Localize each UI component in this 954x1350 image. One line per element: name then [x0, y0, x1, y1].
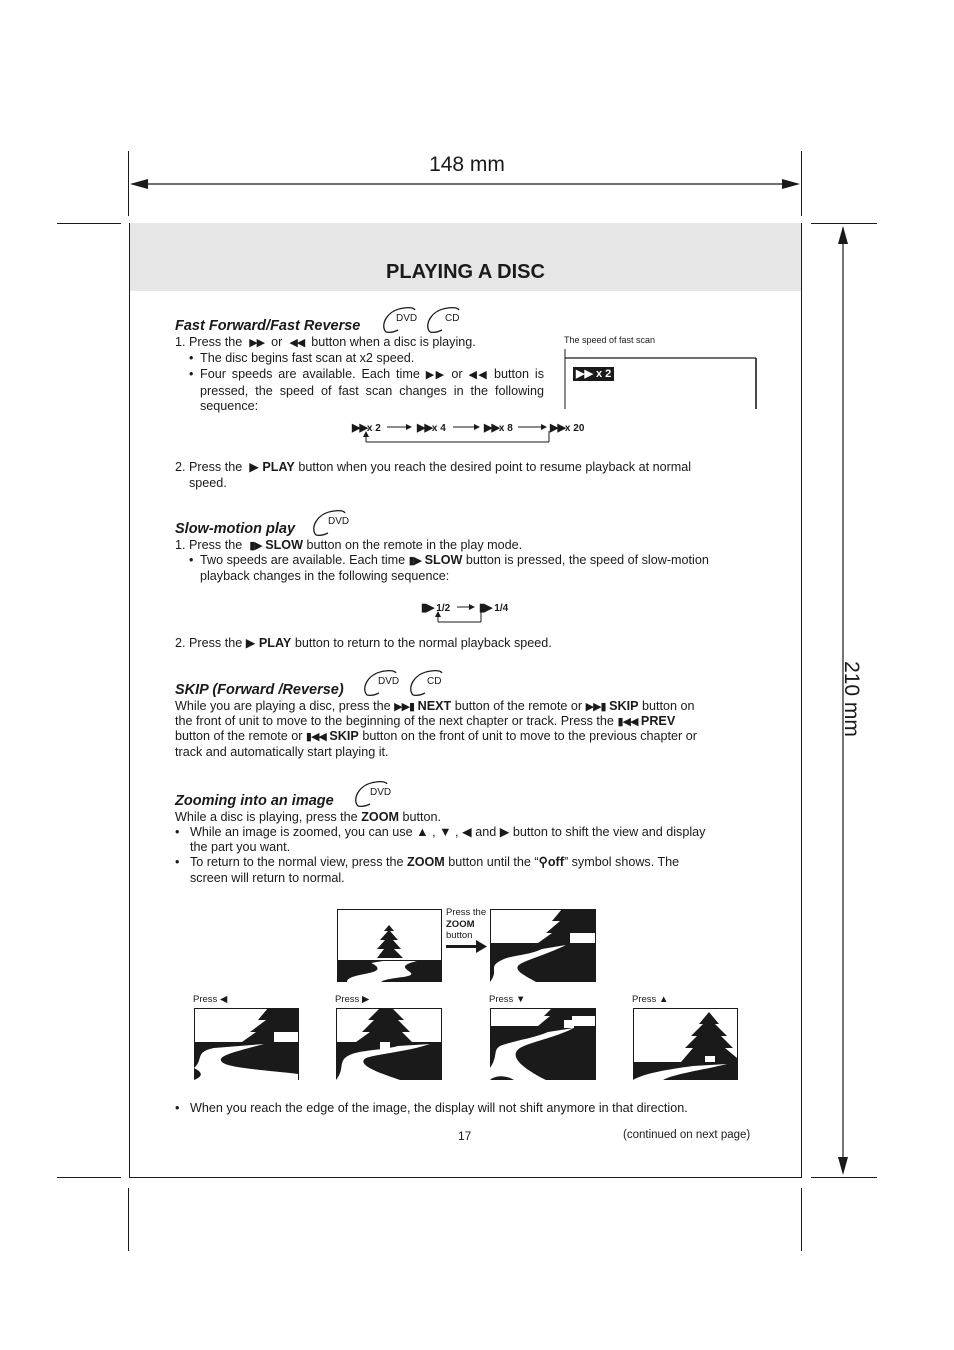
dvd-disc-icon: DVD [380, 306, 420, 334]
bullet: • [175, 825, 180, 839]
prev-icon: ▮◀◀ [305, 731, 326, 743]
ff-step-2: 2. Press the ▶ PLAY button when you reach the desired point to resume playback at normal [175, 460, 692, 474]
ff-step-1: 1. Press the ▶▶ or ◀◀ button when a disc is playing. [175, 335, 476, 349]
illustration-shift-right [336, 1008, 442, 1080]
illustration-shift-up [633, 1008, 738, 1080]
section-title-slow-motion: Slow-motion play [175, 521, 296, 537]
illustration-zoomed-view [490, 909, 596, 982]
prev-icon: ▮◀◀ [617, 716, 638, 728]
ff-step-2-cont: speed. [189, 476, 227, 490]
dvd-disc-icon: DVD [310, 509, 350, 537]
zoom-intro: While a disc is playing, press the ZOOM button. [175, 810, 441, 824]
press-down-label: Press ▼ [489, 994, 526, 1005]
arrow-down-icon: ▼ [515, 994, 526, 1005]
bullet: • [189, 367, 194, 381]
section-title-fast-scan: Fast Forward/Fast Reverse [175, 318, 361, 334]
slow-bullet: Two speeds are available. Each time ▮▶ SLOW button is pressed, the speed of slow-motion [200, 553, 709, 567]
arrow-left-icon: ◀ [219, 994, 228, 1005]
illustration-shift-left [194, 1008, 299, 1080]
press-up-label: Press ▲ [632, 994, 669, 1005]
next-icon: ▶▶▮ [585, 701, 606, 713]
speed-badge: ▶▶ x 2 [573, 367, 614, 381]
skip-line-4: track and automatically start playing it. [175, 745, 389, 759]
arrow-right-icon: ▶ [361, 994, 370, 1005]
zoom-edge-note: When you reach the edge of the image, the display will not shift anymore in that direction. [190, 1101, 688, 1115]
press-zoom-label: Press the ZOOM button [446, 907, 487, 941]
section-title-skip: SKIP (Forward /Reverse) [175, 682, 344, 698]
zoom-bullet-1: While an image is zoomed, you can use ▲ , ▼ , ◀ and ▶ button to shift the view and display [190, 825, 706, 839]
bullet: • [189, 553, 194, 567]
slow-step-2: 2. Press the ▶ PLAY button to return to the normal playback speed. [175, 636, 552, 650]
slow-step-1: 1. Press the ▮▶ SLOW button on the remote in the play mode. [175, 538, 523, 552]
arrow-right-icon [446, 940, 488, 954]
fast-reverse-icon: ◀◀ [468, 369, 489, 381]
fast-reverse-icon: ◀◀ [289, 337, 305, 349]
ff-bullet-1: The disc begins fast scan at x2 speed. [200, 351, 415, 365]
bullet: • [189, 351, 194, 365]
play-icon: ▶ [245, 636, 256, 650]
fast-forward-icon: ▶▶ [425, 369, 446, 381]
illustration-shift-down [490, 1008, 596, 1080]
seq-x4: ▶▶x 4 [417, 422, 446, 434]
bullet: • [175, 855, 180, 869]
play-icon: ▶ [249, 460, 259, 474]
seq-x2: ▶▶x 2 [352, 422, 381, 434]
bullet: • [175, 1101, 180, 1115]
dimension-height-label: 210 mm [840, 661, 863, 737]
dvd-disc-icon: DVD [361, 669, 401, 697]
slow-bullet-cont: playback changes in the following sequence: [200, 569, 450, 583]
seq-quarter: ▮▶ 1/4 [479, 602, 509, 614]
page-title: PLAYING A DISC [386, 261, 545, 283]
dimension-width-label: 148 mm [429, 153, 505, 176]
zoom-off-icon: ⚲off [538, 855, 564, 869]
seq-x8: ▶▶x 8 [484, 422, 513, 434]
ff-bullet-2: Four speeds are available. Each time ▶▶ or ◀◀ button is pressed, the speed of fast scan changes in the following sequence: [200, 367, 545, 413]
arrow-up-icon: ▲ [658, 994, 669, 1005]
cd-disc-icon: CD [407, 669, 447, 697]
page-number: 17 [458, 1129, 472, 1143]
cd-disc-icon: CD [424, 306, 464, 334]
press-right-label: Press ▶ [335, 994, 370, 1005]
dvd-disc-icon: DVD [352, 780, 392, 808]
seq-x20: ▶▶x 20 [550, 422, 585, 434]
continued-note: (continued on next page) [623, 1129, 751, 1141]
skip-line-1: While you are playing a disc, press the ▶▶▮ NEXT button of the remote or ▶▶▮ SKIP button on [175, 699, 695, 713]
fast-scan-caption: The speed of fast scan [564, 335, 656, 345]
slow-icon: ▮▶ [249, 540, 262, 552]
next-icon: ▶▶▮ [394, 701, 415, 713]
section-title-zoom: Zooming into an image [175, 793, 334, 809]
fast-forward-icon: ▶▶ [249, 337, 265, 349]
zoom-bullet-2: To return to the normal view, press the ZOOM button until the “⚲off” symbol shows. The [190, 855, 680, 869]
illustration-normal-view [337, 909, 442, 982]
seq-half: ▮▶ 1/2 [421, 602, 451, 614]
zoom-bullet-2-cont: screen will return to normal. [190, 871, 345, 885]
skip-line-2: the front of unit to move to the beginning of the next chapter or track. Press the ▮◀◀ PREV [175, 714, 676, 728]
press-left-label: Press ◀ [193, 994, 228, 1005]
slow-icon: ▮▶ [408, 555, 422, 567]
zoom-bullet-1-cont: the part you want. [190, 840, 291, 854]
skip-line-3: button of the remote or ▮◀◀ SKIP button on the front of unit to move to the previous chapter or [175, 729, 697, 743]
